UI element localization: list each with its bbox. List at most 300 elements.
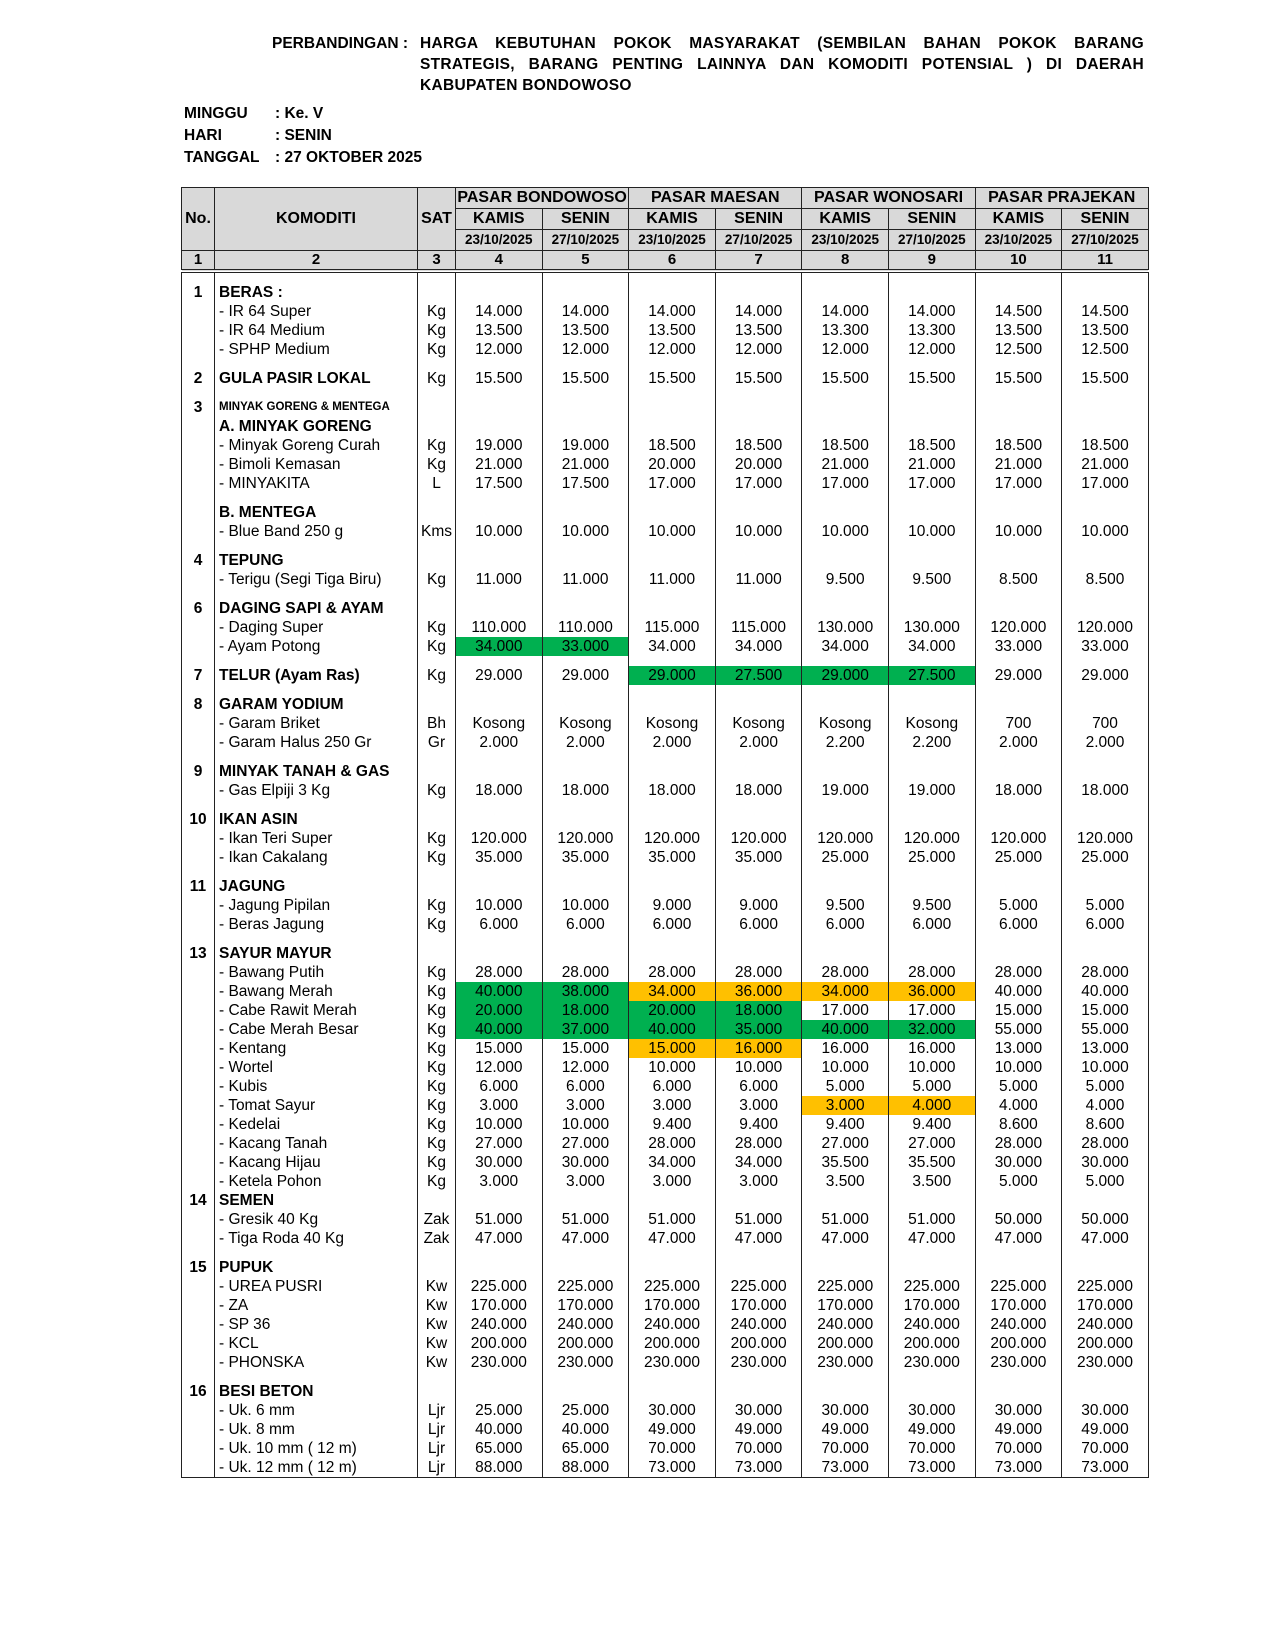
price-cell: 12.000 <box>715 340 802 359</box>
row-number: 7 <box>182 666 215 685</box>
price-cell: 200.000 <box>542 1334 629 1353</box>
price-cell: 230.000 <box>456 1353 543 1372</box>
column-index: 3 <box>418 251 456 272</box>
price-cell: 17.000 <box>889 474 976 493</box>
commodity-name: MINYAK GORENG & MENTEGA <box>215 398 418 417</box>
price-cell: 15.000 <box>975 1001 1062 1020</box>
price-cell: 13.000 <box>975 1039 1062 1058</box>
unit: Ljr <box>418 1439 456 1458</box>
price-cell <box>629 1382 716 1401</box>
row-number <box>182 1077 215 1096</box>
spacer-row <box>182 359 1149 369</box>
price-cell: 120.000 <box>975 829 1062 848</box>
price-cell: 51.000 <box>889 1210 976 1229</box>
price-cell <box>1062 1382 1149 1401</box>
price-cell: 2.000 <box>629 733 716 752</box>
commodity-name: - UREA PUSRI <box>215 1277 418 1296</box>
price-cell <box>456 762 543 781</box>
unit <box>418 944 456 963</box>
unit <box>418 1258 456 1277</box>
unit <box>418 1191 456 1210</box>
day-header: SENIN <box>542 209 629 230</box>
price-cell: 32.000 <box>889 1020 976 1039</box>
price-cell: 10.000 <box>456 896 543 915</box>
price-cell <box>456 944 543 963</box>
price-cell: 40.000 <box>1062 982 1149 1001</box>
price-cell: 29.000 <box>802 666 889 685</box>
price-cell: 16.000 <box>889 1039 976 1058</box>
spacer-row <box>182 800 1149 810</box>
price-cell: 200.000 <box>456 1334 543 1353</box>
price-cell: 225.000 <box>456 1277 543 1296</box>
price-cell <box>802 877 889 896</box>
price-cell: 120.000 <box>715 829 802 848</box>
price-cell <box>629 656 716 666</box>
price-cell <box>715 1382 802 1401</box>
price-cell <box>889 762 976 781</box>
price-cell: 10.000 <box>542 896 629 915</box>
price-cell: 5.000 <box>889 1077 976 1096</box>
price-cell: 15.500 <box>715 369 802 388</box>
unit: Kg <box>418 455 456 474</box>
table-row <box>182 829 1149 848</box>
price-cell: 18.000 <box>542 781 629 800</box>
price-cell: 16.000 <box>715 1039 802 1058</box>
price-cell <box>889 503 976 522</box>
unit: Kw <box>418 1315 456 1334</box>
price-cell: 88.000 <box>456 1458 543 1478</box>
row-number <box>182 1229 215 1248</box>
price-cell: 120.000 <box>1062 829 1149 848</box>
price-cell <box>456 1191 543 1210</box>
unit: Kg <box>418 1077 456 1096</box>
price-cell: 17.500 <box>542 474 629 493</box>
price-cell: 25.000 <box>889 848 976 867</box>
price-cell <box>889 1372 976 1382</box>
price-cell <box>715 1248 802 1258</box>
unit: Kw <box>418 1353 456 1372</box>
price-cell: 35.000 <box>542 848 629 867</box>
price-cell: 10.000 <box>975 522 1062 541</box>
price-cell: 73.000 <box>802 1458 889 1478</box>
price-cell <box>975 388 1062 398</box>
table-row <box>182 321 1149 340</box>
price-cell <box>542 388 629 398</box>
price-cell: 10.000 <box>802 522 889 541</box>
unit <box>418 800 456 810</box>
price-cell <box>802 695 889 714</box>
commodity-name: - IR 64 Medium <box>215 321 418 340</box>
price-cell <box>1062 271 1149 283</box>
unit <box>418 877 456 896</box>
row-number <box>182 714 215 733</box>
price-cell: 36.000 <box>889 982 976 1001</box>
date-header: 23/10/2025 <box>629 230 716 251</box>
category-row <box>182 666 1149 685</box>
row-number <box>182 1134 215 1153</box>
price-cell: 19.000 <box>802 781 889 800</box>
price-cell: 170.000 <box>629 1296 716 1315</box>
price-cell: 65.000 <box>456 1439 543 1458</box>
category-row <box>182 810 1149 829</box>
price-cell <box>802 503 889 522</box>
price-cell: 240.000 <box>629 1315 716 1334</box>
price-cell: 30.000 <box>1062 1153 1149 1172</box>
price-cell: Kosong <box>542 714 629 733</box>
row-number <box>182 637 215 656</box>
price-cell: 28.000 <box>975 963 1062 982</box>
price-cell <box>1062 695 1149 714</box>
price-cell <box>542 283 629 302</box>
commodity-name: - PHONSKA <box>215 1353 418 1372</box>
commodity-name: A. MINYAK GORENG <box>215 417 418 436</box>
price-cell: 40.000 <box>456 1420 543 1439</box>
price-cell: 13.500 <box>542 321 629 340</box>
unit: Kg <box>418 781 456 800</box>
commodity-name: - Jagung Pipilan <box>215 896 418 915</box>
price-cell: 21.000 <box>1062 455 1149 474</box>
commodity-name <box>215 589 418 599</box>
price-cell <box>802 800 889 810</box>
table-row <box>182 848 1149 867</box>
commodity-name <box>215 656 418 666</box>
price-cell <box>975 1248 1062 1258</box>
price-cell <box>1062 685 1149 695</box>
row-number <box>182 1210 215 1229</box>
price-cell <box>802 388 889 398</box>
price-cell <box>802 417 889 436</box>
row-number: 10 <box>182 810 215 829</box>
price-cell <box>715 398 802 417</box>
price-cell <box>889 800 976 810</box>
market-header: PASAR PRAJEKAN <box>975 188 1148 209</box>
price-cell <box>456 810 543 829</box>
price-cell: 11.000 <box>542 570 629 589</box>
price-cell: 6.000 <box>629 915 716 934</box>
row-number: 8 <box>182 695 215 714</box>
table-row <box>182 1315 1149 1334</box>
price-cell: 40.000 <box>975 982 1062 1001</box>
price-cell: 9.400 <box>715 1115 802 1134</box>
price-cell <box>456 1258 543 1277</box>
table-row <box>182 455 1149 474</box>
price-cell <box>1062 541 1149 551</box>
commodity-name <box>215 541 418 551</box>
price-cell: 17.000 <box>629 474 716 493</box>
price-cell: 17.000 <box>889 1001 976 1020</box>
price-cell <box>542 541 629 551</box>
spacer-row <box>182 656 1149 666</box>
column-index: 11 <box>1062 251 1149 272</box>
commodity-name: - Gresik 40 Kg <box>215 1210 418 1229</box>
price-cell <box>456 1248 543 1258</box>
unit: Kg <box>418 321 456 340</box>
table-row <box>182 1115 1149 1134</box>
unit <box>418 599 456 618</box>
category-row <box>182 1258 1149 1277</box>
spacer-row <box>182 934 1149 944</box>
price-cell <box>456 503 543 522</box>
category-row <box>182 283 1149 302</box>
price-cell: 10.000 <box>629 522 716 541</box>
price-cell: 10.000 <box>1062 1058 1149 1077</box>
commodity-name <box>215 388 418 398</box>
price-cell: 73.000 <box>975 1458 1062 1478</box>
price-cell <box>1062 1191 1149 1210</box>
price-cell: 4.000 <box>889 1096 976 1115</box>
price-cell <box>802 1248 889 1258</box>
price-cell: 20.000 <box>629 455 716 474</box>
row-number <box>182 963 215 982</box>
price-cell <box>889 934 976 944</box>
price-cell: 13.300 <box>889 321 976 340</box>
row-number <box>182 982 215 1001</box>
price-cell: 115.000 <box>715 618 802 637</box>
table-row <box>182 963 1149 982</box>
unit: Kw <box>418 1277 456 1296</box>
price-cell <box>629 810 716 829</box>
row-number <box>182 781 215 800</box>
price-cell: 8.500 <box>1062 570 1149 589</box>
price-cell: 14.000 <box>715 302 802 321</box>
price-cell <box>629 541 716 551</box>
price-cell <box>1062 283 1149 302</box>
price-cell: 28.000 <box>542 963 629 982</box>
price-cell: 25.000 <box>802 848 889 867</box>
price-cell: 47.000 <box>802 1229 889 1248</box>
table-row <box>182 1039 1149 1058</box>
price-cell: 47.000 <box>715 1229 802 1248</box>
price-cell <box>542 877 629 896</box>
price-cell: 21.000 <box>975 455 1062 474</box>
price-cell <box>715 589 802 599</box>
price-cell: 8.500 <box>975 570 1062 589</box>
price-cell: 51.000 <box>542 1210 629 1229</box>
commodity-name: - ZA <box>215 1296 418 1315</box>
price-cell <box>802 1372 889 1382</box>
meta-minggu <box>184 103 422 125</box>
price-cell <box>456 800 543 810</box>
price-cell <box>542 1258 629 1277</box>
price-cell <box>715 283 802 302</box>
category-row <box>182 369 1149 388</box>
price-cell: 11.000 <box>629 570 716 589</box>
unit: Kg <box>418 829 456 848</box>
price-cell: 47.000 <box>1062 1229 1149 1248</box>
row-number <box>182 1020 215 1039</box>
price-cell: 51.000 <box>802 1210 889 1229</box>
day-header: KAMIS <box>629 209 716 230</box>
col-header-sat: SAT <box>418 188 456 251</box>
price-cell: 25.000 <box>456 1401 543 1420</box>
table-row <box>182 1353 1149 1372</box>
price-cell <box>456 752 543 762</box>
price-cell: 40.000 <box>629 1020 716 1039</box>
price-cell <box>629 762 716 781</box>
price-cell: 240.000 <box>1062 1315 1149 1334</box>
price-cell: 240.000 <box>715 1315 802 1334</box>
price-cell: 27.000 <box>889 1134 976 1153</box>
commodity-name: - Ikan Teri Super <box>215 829 418 848</box>
price-cell: 70.000 <box>975 1439 1062 1458</box>
unit: Bh <box>418 714 456 733</box>
commodity-name: TELUR (Ayam Ras) <box>215 666 418 685</box>
commodity-name: - Ayam Potong <box>215 637 418 656</box>
commodity-name: - Tomat Sayur <box>215 1096 418 1115</box>
commodity-name <box>215 493 418 503</box>
commodity-name: - Cabe Merah Besar <box>215 1020 418 1039</box>
header-label: PERBANDINGAN : <box>272 35 409 52</box>
price-cell <box>629 551 716 570</box>
price-cell: 21.000 <box>456 455 543 474</box>
price-cell <box>715 944 802 963</box>
price-cell <box>975 810 1062 829</box>
price-cell: 120.000 <box>629 829 716 848</box>
meta-key: MINGGU <box>184 105 248 122</box>
price-cell: 40.000 <box>542 1420 629 1439</box>
row-number: 9 <box>182 762 215 781</box>
price-cell <box>456 1382 543 1401</box>
price-cell <box>456 877 543 896</box>
day-header: SENIN <box>715 209 802 230</box>
price-cell <box>542 934 629 944</box>
price-cell <box>542 762 629 781</box>
table-row <box>182 1439 1149 1458</box>
row-number <box>182 1458 215 1478</box>
price-cell: 17.000 <box>1062 474 1149 493</box>
unit: L <box>418 474 456 493</box>
price-cell: 35.000 <box>715 1020 802 1039</box>
row-number <box>182 455 215 474</box>
unit: Kg <box>418 637 456 656</box>
commodity-name <box>215 1248 418 1258</box>
price-cell: 15.500 <box>1062 369 1149 388</box>
price-cell <box>889 810 976 829</box>
date-header: 23/10/2025 <box>975 230 1062 251</box>
unit <box>418 589 456 599</box>
price-cell <box>802 810 889 829</box>
price-cell <box>629 1191 716 1210</box>
price-cell <box>456 934 543 944</box>
commodity-name: - Blue Band 250 g <box>215 522 418 541</box>
price-cell: 120.000 <box>975 618 1062 637</box>
price-cell <box>975 752 1062 762</box>
column-index: 10 <box>975 251 1062 272</box>
meta-value: : SENIN <box>275 127 332 144</box>
price-cell <box>802 752 889 762</box>
price-cell <box>456 599 543 618</box>
price-cell: 15.500 <box>889 369 976 388</box>
table-row <box>182 570 1149 589</box>
price-cell: 6.000 <box>542 915 629 934</box>
row-number: 16 <box>182 1382 215 1401</box>
price-cell: 13.000 <box>1062 1039 1149 1058</box>
table-row <box>182 474 1149 493</box>
price-cell: 28.000 <box>802 963 889 982</box>
table-row <box>182 1077 1149 1096</box>
price-cell: 200.000 <box>975 1334 1062 1353</box>
price-cell <box>715 877 802 896</box>
price-cell: 13.500 <box>629 321 716 340</box>
price-cell <box>542 685 629 695</box>
price-cell: 29.000 <box>1062 666 1149 685</box>
price-cell: 47.000 <box>629 1229 716 1248</box>
row-number <box>182 1172 215 1191</box>
unit: Kg <box>418 666 456 685</box>
price-cell: 6.000 <box>1062 915 1149 934</box>
commodity-name: - Bimoli Kemasan <box>215 455 418 474</box>
column-index: 6 <box>629 251 716 272</box>
price-cell <box>629 589 716 599</box>
price-cell: 5.000 <box>1062 1077 1149 1096</box>
price-cell: 12.000 <box>542 1058 629 1077</box>
price-cell: 55.000 <box>975 1020 1062 1039</box>
price-cell: 36.000 <box>715 982 802 1001</box>
price-cell: 170.000 <box>1062 1296 1149 1315</box>
price-cell: 240.000 <box>889 1315 976 1334</box>
price-cell: 3.500 <box>889 1172 976 1191</box>
row-number <box>182 436 215 455</box>
price-cell <box>1062 398 1149 417</box>
unit: Kg <box>418 570 456 589</box>
price-cell: 49.000 <box>1062 1420 1149 1439</box>
date-header: 23/10/2025 <box>802 230 889 251</box>
price-cell: 49.000 <box>629 1420 716 1439</box>
unit: Kg <box>418 896 456 915</box>
unit <box>418 283 456 302</box>
commodity-name <box>215 934 418 944</box>
price-cell <box>802 359 889 369</box>
commodity-name: - Uk. 12 mm ( 12 m) <box>215 1458 418 1478</box>
price-cell <box>629 934 716 944</box>
price-cell <box>1062 359 1149 369</box>
price-cell: 70.000 <box>629 1439 716 1458</box>
commodity-name: SAYUR MAYUR <box>215 944 418 963</box>
price-cell: 38.000 <box>542 982 629 1001</box>
price-cell: 33.000 <box>975 637 1062 656</box>
price-cell: 10.000 <box>629 1058 716 1077</box>
price-cell: 15.500 <box>629 369 716 388</box>
price-cell <box>1062 493 1149 503</box>
row-number <box>182 1039 215 1058</box>
price-cell: 9.000 <box>715 896 802 915</box>
price-cell: 29.000 <box>542 666 629 685</box>
table-row <box>182 302 1149 321</box>
spacer-row <box>182 271 1149 283</box>
table-row <box>182 1420 1149 1439</box>
price-cell: 70.000 <box>1062 1439 1149 1458</box>
unit <box>418 752 456 762</box>
row-number: 1 <box>182 283 215 302</box>
row-number <box>182 1401 215 1420</box>
price-cell: 3.000 <box>715 1172 802 1191</box>
price-cell <box>1062 1258 1149 1277</box>
table-row <box>182 340 1149 359</box>
price-cell: 33.000 <box>542 637 629 656</box>
price-cell: 34.000 <box>802 982 889 1001</box>
price-cell <box>629 1258 716 1277</box>
price-cell: 70.000 <box>802 1439 889 1458</box>
spacer-row <box>182 685 1149 695</box>
table-row <box>182 637 1149 656</box>
price-cell <box>975 359 1062 369</box>
row-number <box>182 618 215 637</box>
row-number <box>182 1001 215 1020</box>
price-cell: 21.000 <box>802 455 889 474</box>
price-cell <box>889 695 976 714</box>
table-row <box>182 1229 1149 1248</box>
price-cell: 30.000 <box>542 1153 629 1172</box>
